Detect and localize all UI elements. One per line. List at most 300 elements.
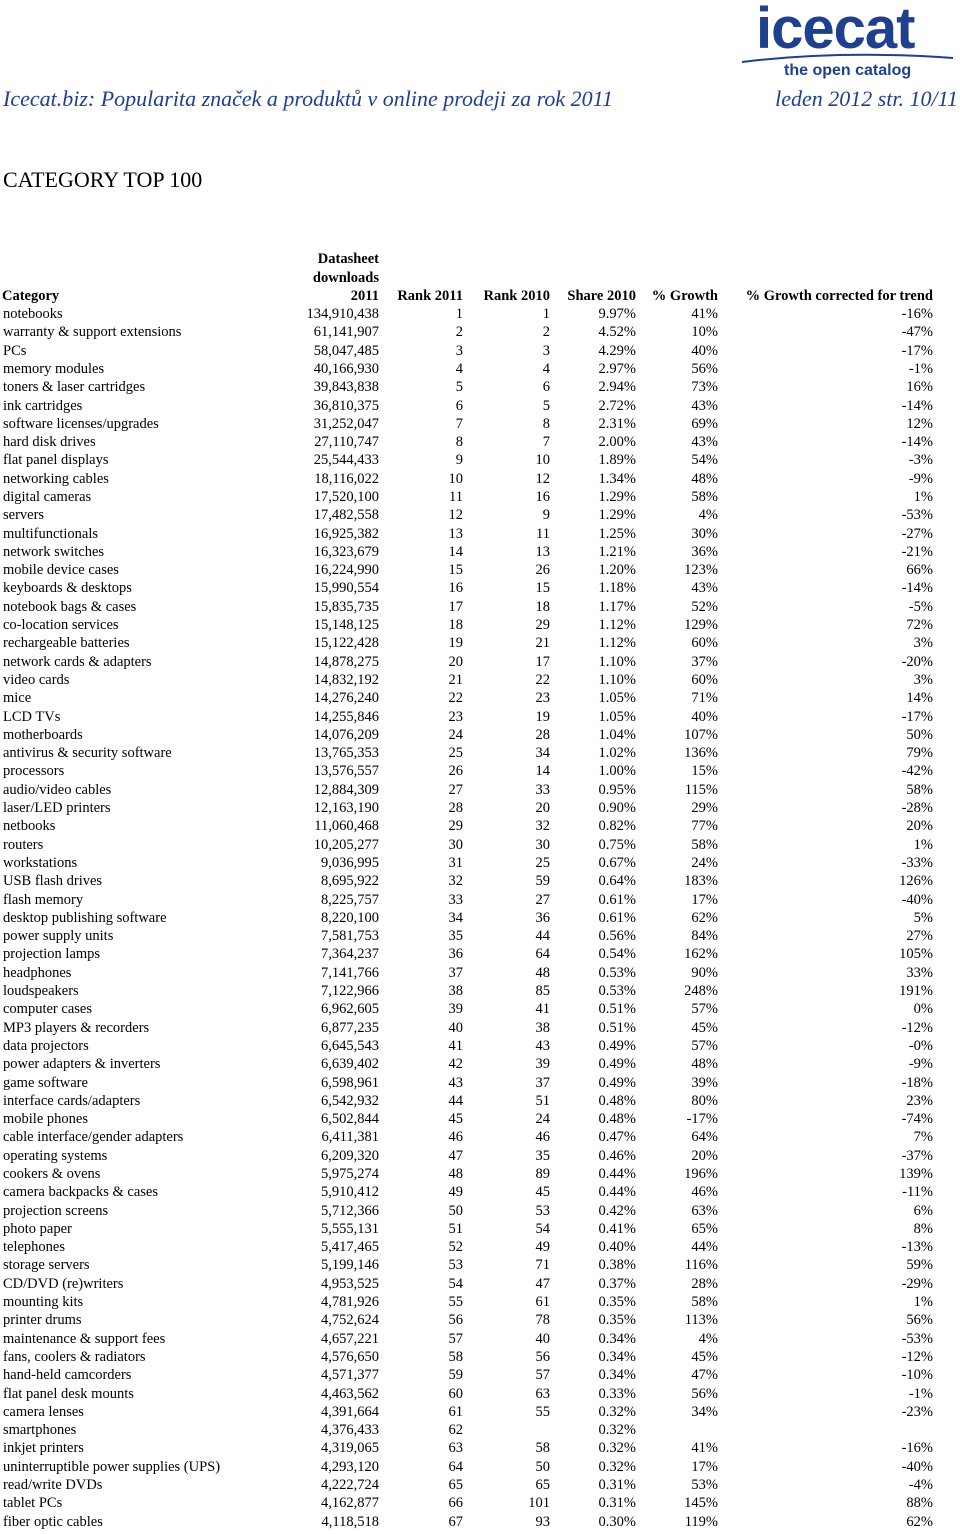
rank-2011-cell: 16 <box>448 580 463 597</box>
growth-corrected-cell: -53% <box>901 1330 933 1347</box>
category-cell: cookers & ovens <box>3 1165 101 1182</box>
share-2010-cell: 2.97% <box>598 360 636 377</box>
table-row <box>0 1238 935 1256</box>
share-2010-cell: 0.51% <box>598 1001 636 1018</box>
share-2010-cell: 4.52% <box>598 324 636 341</box>
table-row <box>0 524 935 542</box>
category-cell: flat panel displays <box>3 452 109 469</box>
share-2010-cell: 1.10% <box>598 671 636 688</box>
table-row <box>0 1110 935 1128</box>
rank-2010-cell: 22 <box>535 671 550 688</box>
growth-corrected-cell: -5% <box>908 598 933 615</box>
downloads-cell: 7,141,766 <box>321 964 379 981</box>
growth-corrected-cell: -33% <box>901 854 933 871</box>
table-row <box>0 1147 935 1165</box>
growth-cell: 4% <box>698 1330 718 1347</box>
share-2010-cell: 0.56% <box>598 928 636 945</box>
downloads-cell: 6,598,961 <box>321 1074 379 1091</box>
table-row <box>0 1311 935 1329</box>
downloads-cell: 25,544,433 <box>313 452 379 469</box>
growth-corrected-cell: -1% <box>908 360 933 377</box>
rank-2011-cell: 57 <box>448 1330 463 1347</box>
downloads-cell: 16,323,679 <box>313 543 379 560</box>
rank-2011-cell: 53 <box>448 1257 463 1274</box>
table-row <box>0 1421 935 1439</box>
header-downloads-line1: Datasheet <box>317 251 379 268</box>
share-2010-cell: 1.10% <box>598 653 636 670</box>
rank-2010-cell: 6 <box>542 379 550 396</box>
rank-2010-cell: 14 <box>535 763 550 780</box>
rank-2010-cell: 33 <box>535 781 550 798</box>
table-row <box>0 1055 935 1073</box>
table-row <box>0 945 935 963</box>
growth-corrected-cell: -4% <box>908 1477 933 1494</box>
rank-2010-cell: 85 <box>535 983 550 1000</box>
growth-cell <box>638 1421 720 1439</box>
rank-2010-cell: 61 <box>535 1294 550 1311</box>
growth-cell: 48% <box>691 470 718 487</box>
rank-2010-cell: 15 <box>535 580 550 597</box>
rank-2010-cell: 63 <box>535 1385 550 1402</box>
category-cell: interface cards/adapters <box>3 1092 141 1109</box>
category-cell: flash memory <box>3 891 84 908</box>
rank-2010-cell: 28 <box>535 726 550 743</box>
downloads-cell: 5,975,274 <box>321 1165 379 1182</box>
rank-2011-cell: 36 <box>448 946 463 963</box>
growth-corrected-cell: -12% <box>901 1348 933 1365</box>
rank-2011-cell: 33 <box>448 891 463 908</box>
growth-cell: 73% <box>691 379 718 396</box>
growth-cell: 41% <box>691 306 718 323</box>
table-row <box>0 762 935 780</box>
rank-2011-cell: 65 <box>448 1477 463 1494</box>
growth-cell: 34% <box>691 1403 718 1420</box>
rank-2010-cell: 5 <box>542 397 550 414</box>
downloads-cell: 4,752,624 <box>321 1312 379 1329</box>
rank-2010-cell: 34 <box>535 745 550 762</box>
share-2010-cell: 1.05% <box>598 708 636 725</box>
table-row <box>0 799 935 817</box>
rank-2011-cell: 15 <box>448 562 463 579</box>
share-2010-cell: 2.72% <box>598 397 636 414</box>
category-cell: workstations <box>3 854 78 871</box>
growth-cell: 77% <box>691 818 718 835</box>
downloads-cell: 5,199,146 <box>321 1257 379 1274</box>
category-cell: routers <box>3 836 44 853</box>
rank-2010-cell: 18 <box>535 598 550 615</box>
rank-2011-cell: 63 <box>448 1440 463 1457</box>
downloads-cell: 31,252,047 <box>313 415 379 432</box>
growth-cell: 48% <box>691 1056 718 1073</box>
category-cell: flat panel desk mounts <box>3 1385 134 1402</box>
share-2010-cell: 1.21% <box>598 543 636 560</box>
rank-2011-cell: 48 <box>448 1165 463 1182</box>
growth-corrected-cell: -12% <box>901 1019 933 1036</box>
downloads-cell: 9,036,995 <box>321 854 379 871</box>
growth-cell: 17% <box>691 1458 718 1475</box>
rank-2011-cell: 38 <box>448 983 463 1000</box>
category-cell: tablet PCs <box>3 1495 63 1512</box>
rank-2010-cell: 47 <box>535 1275 550 1292</box>
table-row <box>0 909 935 927</box>
table-row <box>0 781 935 799</box>
growth-cell: 29% <box>691 800 718 817</box>
downloads-cell: 61,141,907 <box>313 324 379 341</box>
downloads-cell: 14,076,209 <box>313 726 379 743</box>
category-cell: network switches <box>3 543 105 560</box>
growth-cell: 56% <box>691 1385 718 1402</box>
category-cell: ink cartridges <box>3 397 83 414</box>
growth-corrected-cell: -23% <box>901 1403 933 1420</box>
growth-cell: 107% <box>684 726 718 743</box>
rank-2011-cell: 17 <box>448 598 463 615</box>
growth-corrected-cell: 105% <box>899 946 933 963</box>
rank-2010-cell: 78 <box>535 1312 550 1329</box>
growth-corrected-cell: 16% <box>906 379 933 396</box>
growth-corrected-cell: -1% <box>908 1385 933 1402</box>
category-cell: camera backpacks & cases <box>3 1184 158 1201</box>
rank-2011-cell: 25 <box>448 745 463 762</box>
growth-corrected-cell: 5% <box>913 909 933 926</box>
table-row <box>0 1348 935 1366</box>
rank-2011-cell: 9 <box>455 452 463 469</box>
downloads-cell: 4,391,664 <box>321 1403 379 1420</box>
category-cell: networking cables <box>3 470 109 487</box>
share-2010-cell: 2.31% <box>598 415 636 432</box>
share-2010-cell: 0.54% <box>598 946 636 963</box>
category-cell: rechargeable batteries <box>3 635 130 652</box>
growth-corrected-cell: 58% <box>906 781 933 798</box>
rank-2011-cell: 5 <box>455 379 463 396</box>
growth-corrected-cell: -27% <box>901 525 933 542</box>
rank-2011-cell: 67 <box>448 1513 463 1530</box>
rank-2011-cell: 55 <box>448 1294 463 1311</box>
growth-cell: 53% <box>691 1477 718 1494</box>
share-2010-cell: 1.89% <box>598 452 636 469</box>
growth-corrected-cell: 72% <box>906 617 933 634</box>
growth-corrected-cell: 62% <box>906 1513 933 1530</box>
rank-2011-cell: 60 <box>448 1385 463 1402</box>
growth-corrected-cell: -28% <box>901 800 933 817</box>
table-row <box>0 1330 935 1348</box>
downloads-cell: 16,925,382 <box>313 525 379 542</box>
share-2010-cell: 0.41% <box>598 1220 636 1237</box>
table-row <box>0 1275 935 1293</box>
header-downloads-line3: 2011 <box>350 287 379 304</box>
growth-cell: 43% <box>691 397 718 414</box>
share-2010-cell: 0.46% <box>598 1147 636 1164</box>
category-cell: network cards & adapters <box>3 653 152 670</box>
table-row <box>0 1494 935 1512</box>
rank-2010-cell: 13 <box>535 543 550 560</box>
growth-cell: -17% <box>686 1111 718 1128</box>
header-downloads-line2: downloads <box>312 269 379 286</box>
share-2010-cell: 2.00% <box>598 434 636 451</box>
downloads-cell: 4,293,120 <box>321 1458 379 1475</box>
rank-2011-cell: 35 <box>448 928 463 945</box>
growth-corrected-cell: -16% <box>901 1440 933 1457</box>
share-2010-cell: 0.37% <box>598 1275 636 1292</box>
growth-corrected-cell: -42% <box>901 763 933 780</box>
downloads-cell: 4,576,650 <box>321 1348 379 1365</box>
growth-corrected-cell: -18% <box>901 1074 933 1091</box>
growth-corrected-cell: -14% <box>901 434 933 451</box>
header-growth: % Growth <box>651 287 718 304</box>
downloads-cell: 18,116,022 <box>314 470 379 487</box>
table-row <box>0 1018 935 1036</box>
rank-2011-cell: 40 <box>448 1019 463 1036</box>
downloads-cell: 16,224,990 <box>313 562 379 579</box>
category-cell: fiber optic cables <box>3 1513 103 1530</box>
rank-2010-cell: 27 <box>535 891 550 908</box>
rank-2011-cell: 42 <box>448 1056 463 1073</box>
category-cell: motherboards <box>3 726 83 743</box>
share-2010-cell: 0.53% <box>598 983 636 1000</box>
rank-2011-cell: 39 <box>448 1001 463 1018</box>
rank-2010-cell: 48 <box>535 964 550 981</box>
share-2010-cell: 0.44% <box>598 1184 636 1201</box>
table-row <box>0 1384 935 1402</box>
category-cell: LCD TVs <box>3 708 61 725</box>
share-2010-cell: 1.00% <box>598 763 636 780</box>
rank-2010-cell: 10 <box>535 452 550 469</box>
share-2010-cell: 0.32% <box>598 1422 636 1439</box>
table-row <box>0 653 935 671</box>
category-cell: netbooks <box>3 818 56 835</box>
downloads-cell: 17,520,100 <box>313 489 379 505</box>
growth-cell: 136% <box>684 745 718 762</box>
rank-2011-cell: 11 <box>449 489 463 505</box>
rank-2011-cell: 29 <box>448 818 463 835</box>
rank-2010-cell: 59 <box>535 873 550 890</box>
rank-2011-cell: 41 <box>448 1037 463 1054</box>
downloads-cell: 6,877,235 <box>321 1019 379 1036</box>
header-growth-corrected: % Growth corrected for trend <box>745 287 933 304</box>
category-cell: game software <box>3 1074 88 1091</box>
downloads-cell: 17,482,558 <box>313 507 379 524</box>
document-title: Icecat.biz: Popularita značek a produktů v online prodeji za rok 2011 <box>3 86 613 111</box>
growth-corrected-cell: -53% <box>901 507 933 524</box>
share-2010-cell: 1.18% <box>598 580 636 597</box>
share-2010-cell: 0.61% <box>598 909 636 926</box>
rank-2011-cell: 1 <box>455 306 463 323</box>
category-cell: read/write DVDs <box>3 1477 103 1494</box>
category-cell: loudspeakers <box>3 983 79 1000</box>
growth-corrected-cell: 191% <box>899 983 933 1000</box>
category-cell: maintenance & support fees <box>3 1330 166 1347</box>
rank-2010-cell: 40 <box>535 1330 550 1347</box>
table-row <box>0 817 935 835</box>
logo-tagline: the open catalog <box>784 62 912 79</box>
growth-cell: 58% <box>691 836 718 853</box>
share-2010-cell: 0.34% <box>598 1348 636 1365</box>
category-cell: keyboards & desktops <box>3 580 132 597</box>
share-2010-cell: 0.44% <box>598 1165 636 1182</box>
table-row <box>0 927 935 945</box>
rank-2011-cell: 52 <box>448 1239 463 1256</box>
table-row <box>0 744 935 762</box>
growth-cell: 45% <box>691 1019 718 1036</box>
share-2010-cell: 0.31% <box>598 1477 636 1494</box>
growth-corrected-cell: 12% <box>906 415 933 432</box>
rank-2011-cell: 45 <box>448 1111 463 1128</box>
growth-corrected-cell: -3% <box>908 452 933 469</box>
share-2010-cell: 1.20% <box>598 562 636 579</box>
table-row <box>0 964 935 982</box>
growth-cell: 80% <box>691 1092 718 1109</box>
downloads-cell: 36,810,375 <box>313 397 379 414</box>
share-2010-cell: 0.53% <box>598 964 636 981</box>
table-row <box>0 579 935 597</box>
growth-corrected-cell: -0% <box>908 1037 933 1054</box>
table-row <box>0 726 935 744</box>
growth-cell: 113% <box>684 1312 718 1329</box>
growth-cell: 119% <box>684 1513 718 1530</box>
downloads-cell: 14,878,275 <box>313 653 379 670</box>
category-cell: operating systems <box>3 1147 108 1164</box>
share-2010-cell: 1.17% <box>598 598 636 615</box>
downloads-cell: 4,657,221 <box>321 1330 379 1347</box>
rank-2010-cell: 50 <box>535 1458 550 1475</box>
growth-cell: 65% <box>691 1220 718 1237</box>
rank-2011-cell: 23 <box>448 708 463 725</box>
downloads-cell: 5,910,412 <box>321 1184 379 1201</box>
downloads-cell: 6,209,320 <box>321 1147 379 1164</box>
downloads-cell: 6,645,543 <box>321 1037 379 1054</box>
table-row <box>0 488 935 506</box>
share-2010-cell: 0.64% <box>598 873 636 890</box>
table-row <box>0 1220 935 1238</box>
growth-corrected-cell: 8% <box>913 1220 933 1237</box>
growth-corrected-cell: 0% <box>913 1001 933 1018</box>
category-cell: inkjet printers <box>3 1440 84 1457</box>
rank-2011-cell: 8 <box>455 434 463 451</box>
section-title: CATEGORY TOP 100 <box>3 167 203 192</box>
downloads-cell: 6,502,844 <box>321 1111 379 1128</box>
growth-corrected-cell: 14% <box>906 690 933 707</box>
growth-cell: 84% <box>691 928 718 945</box>
category-cell: hard disk drives <box>3 434 96 451</box>
table-row <box>0 1366 935 1384</box>
share-2010-cell: 0.61% <box>598 891 636 908</box>
table-row <box>0 543 935 561</box>
rank-2011-cell: 27 <box>448 781 463 798</box>
share-2010-cell: 0.32% <box>598 1458 636 1475</box>
category-cell: projection lamps <box>3 946 101 963</box>
table-row <box>0 890 935 908</box>
downloads-cell: 5,555,131 <box>321 1220 379 1237</box>
growth-cell: 45% <box>691 1348 718 1365</box>
category-cell: camera lenses <box>3 1403 84 1420</box>
growth-corrected-cell: 3% <box>913 671 933 688</box>
table-row <box>0 1256 935 1274</box>
share-2010-cell: 0.31% <box>598 1495 636 1512</box>
category-cell: USB flash drives <box>3 873 103 890</box>
growth-cell: 30% <box>691 525 718 542</box>
downloads-cell: 14,255,846 <box>313 708 379 725</box>
share-2010-cell: 1.12% <box>598 635 636 652</box>
rank-2010-cell: 35 <box>535 1147 550 1164</box>
share-2010-cell: 0.33% <box>598 1385 636 1402</box>
table-row <box>0 396 935 414</box>
rank-2011-cell: 6 <box>455 397 463 414</box>
share-2010-cell: 1.02% <box>598 745 636 762</box>
rank-2010-cell: 39 <box>535 1056 550 1073</box>
downloads-cell: 134,910,438 <box>306 306 379 323</box>
rank-2011-cell: 66 <box>448 1495 463 1512</box>
downloads-cell: 7,364,237 <box>321 946 379 963</box>
growth-cell: 4% <box>698 507 718 524</box>
growth-cell: 24% <box>691 854 718 871</box>
downloads-cell: 8,225,757 <box>321 891 379 908</box>
downloads-cell: 6,542,932 <box>321 1092 379 1109</box>
growth-cell: 37% <box>691 653 718 670</box>
table-row <box>0 1201 935 1219</box>
downloads-cell: 10,205,277 <box>313 836 379 853</box>
share-2010-cell: 0.47% <box>598 1129 636 1146</box>
downloads-cell: 4,222,724 <box>321 1477 379 1494</box>
table-row <box>0 634 935 652</box>
growth-corrected-cell: -74% <box>901 1111 933 1128</box>
category-cell: telephones <box>3 1239 66 1256</box>
rank-2011-cell: 21 <box>448 671 463 688</box>
rank-2010-cell: 3 <box>542 342 550 359</box>
category-cell: cable interface/gender adapters <box>3 1129 184 1146</box>
category-cell: mounting kits <box>3 1294 84 1311</box>
table-row <box>0 1293 935 1311</box>
table-row <box>0 1403 935 1421</box>
table-row <box>0 872 935 890</box>
growth-cell: 129% <box>684 617 718 634</box>
rank-2010-cell: 32 <box>535 818 550 835</box>
category-cell: audio/video cables <box>3 781 112 798</box>
rank-2011-cell: 54 <box>448 1275 463 1292</box>
downloads-cell: 15,148,125 <box>313 617 379 634</box>
rank-2010-cell: 101 <box>528 1495 550 1512</box>
rank-2010-cell: 53 <box>535 1202 550 1219</box>
downloads-cell: 4,319,065 <box>321 1440 379 1457</box>
share-2010-cell: 0.30% <box>598 1513 636 1530</box>
share-2010-cell: 0.51% <box>598 1019 636 1036</box>
rank-2010-cell: 25 <box>535 854 550 871</box>
downloads-cell: 5,417,465 <box>321 1239 379 1256</box>
table-row <box>0 378 935 396</box>
growth-cell: 60% <box>691 635 718 652</box>
share-2010-cell: 1.05% <box>598 690 636 707</box>
table-row <box>0 1037 935 1055</box>
table-row <box>0 598 935 616</box>
growth-cell: 43% <box>691 580 718 597</box>
table-row <box>0 671 935 689</box>
rank-2011-cell: 64 <box>448 1458 463 1475</box>
category-cell: video cards <box>3 671 70 688</box>
rank-2011-cell: 13 <box>448 525 463 542</box>
downloads-cell: 11,060,468 <box>314 818 379 835</box>
rank-2011-cell: 34 <box>448 909 463 926</box>
rank-2011-cell: 50 <box>448 1202 463 1219</box>
growth-cell: 123% <box>684 562 718 579</box>
rank-2011-cell: 12 <box>448 507 463 524</box>
table-row <box>0 1512 935 1530</box>
rank-2011-cell: 7 <box>455 415 463 432</box>
growth-corrected-cell: -40% <box>901 1458 933 1475</box>
rank-2011-cell: 46 <box>448 1129 463 1146</box>
category-cell: memory modules <box>3 360 105 377</box>
share-2010-cell: 1.12% <box>598 617 636 634</box>
share-2010-cell: 0.32% <box>598 1440 636 1457</box>
growth-corrected-cell: 1% <box>913 1294 933 1311</box>
category-cell: multifunctionals <box>3 525 99 542</box>
